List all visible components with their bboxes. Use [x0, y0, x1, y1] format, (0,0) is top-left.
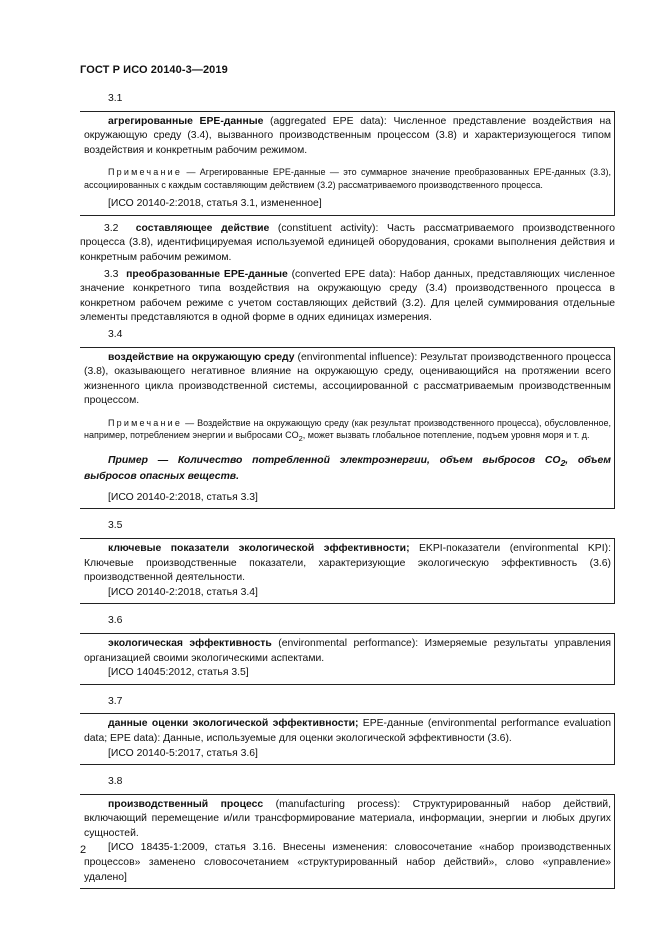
definition-text	[84, 542, 611, 586]
source-reference: [ИСО 14045:2012, статья 3.5]	[108, 667, 249, 679]
source-reference: [ИСО 20140-5:2017, статья 3.6]	[108, 747, 258, 759]
term: данные оценки экологической эффективности;	[108, 718, 359, 730]
definition-box-3-1	[80, 111, 615, 216]
definition-text	[84, 351, 611, 409]
note-text: — Агрегированные ЕРЕ-данные — это суммарное значение преобразованных ЕРЕ-данных (3.3), ассоциированных с каждым составляющим действием (3.2) рассматриваемого производственного процесса.	[84, 167, 611, 190]
note-label: Примечание	[108, 417, 183, 428]
section-number-3-7: 3.7	[108, 695, 123, 707]
section-number-3-4: 3.4	[108, 328, 123, 340]
definition-box-3-8	[80, 794, 615, 890]
definition-box-3-4	[80, 347, 615, 510]
definition: (manufacturing process): Структурированный набор действий, включающий перемещение и/или трансформирование материала, информации, энергии и любых других сущностей.	[84, 798, 611, 839]
definition-text	[84, 637, 611, 666]
term: воздействие на окружающую среду	[108, 351, 295, 363]
term: экологическая эффективность	[108, 637, 272, 649]
definition-3-2	[80, 222, 615, 266]
section-number-3-2: 3.2	[104, 222, 119, 234]
document-body	[80, 92, 615, 895]
definition-3-3	[80, 268, 615, 326]
definition: EKPI-показатели (environmental KPI): Ключевые производственные показатели, характеризующие экологическую эффективность (3.6) производственной деятельности.	[84, 542, 611, 584]
example-text: Пример — Количество потребленной электроэнергии, объем выбросов CO	[108, 454, 561, 466]
example	[84, 454, 611, 485]
definition-text	[84, 115, 611, 159]
definition: (constituent activity): Часть рассматриваемого производственного процесса (3.8), идентифицируемая используемой единицей оборудования, сроками выполнения действия и конкретным рабочим режимом.	[80, 222, 616, 263]
source-reference: [ИСО 20140-2:2018, статья 3.3]	[108, 491, 258, 503]
subscript: 2	[298, 434, 303, 444]
section-number-3-8: 3.8	[108, 776, 123, 788]
source-reference: [ИСО 20140-2:2018, статья 3.1, измененное]	[108, 198, 322, 210]
note-text-cont: , может вызвать глобальное потепление, подъем уровня моря и т. д.	[302, 430, 590, 441]
term: ключевые показатели экологической эффективности;	[108, 542, 410, 554]
term: составляющее действие	[135, 222, 270, 234]
section-number-3-1: 3.1	[108, 93, 123, 104]
source-reference: [ИСО 18435-1:2009, статья 3.16. Внесены изменения: словосочетание «набор производственных процессов» заменено словосочетанием «структурированный набор действий», слово «управление» удалено]	[84, 842, 611, 883]
document-header: ГОСТ Р ИСО 20140-3—2019	[80, 64, 228, 76]
example-text-cont: , объем выбросов опасных веществ.	[84, 454, 611, 483]
subscript: 2	[560, 457, 566, 468]
definition-text	[84, 717, 611, 746]
definition: (environmental performance): Измеряемые результаты управления организацией своими экологическими аспектами.	[84, 637, 611, 664]
note-label: Примечание	[108, 167, 183, 178]
note-text: — Воздействие на окружающую среду (как результат производственного процесса), обусловленное, например, потреблением энергии и выбросами CO	[84, 417, 611, 441]
definition-box-3-6	[80, 633, 615, 685]
term: агрегированные ЕРЕ-данные	[108, 115, 264, 127]
page-number: 2	[80, 844, 87, 856]
definition: (aggregated EPE data): Численное представление воздействия на окружающую среду (3.4), вызванного производственным процессом (3.8) и характеризующегося типом воздействия и конкретным рабочим режимом.	[84, 115, 611, 156]
definition: ЕРЕ-данные (environmental performance evaluation data; EPE data): Данные, используемые для оценки экологической эффективности (3.6).	[84, 718, 611, 744]
source-reference: [ИСО 20140-2:2018, статья 3.4]	[108, 586, 258, 598]
section-number-3-3: 3.3	[104, 268, 119, 280]
term: производственный процесс	[108, 798, 264, 810]
definition-text	[84, 798, 611, 842]
definition-box-3-7	[80, 713, 615, 765]
section-number-3-6: 3.6	[108, 615, 123, 627]
section-number-3-5: 3.5	[108, 520, 123, 532]
definition: (converted EPE data): Набор данных, представляющих численное значение конкретного типа воздействия на окружающую среду (3.4) производственного процесса в конкретном рабочем режиме с учетом составляющих действий (3.2). Для целей суммирования отдельные элементы представляются в одной форме в одних единицах измерения.	[80, 268, 616, 324]
term: преобразованные ЕРЕ-данные	[126, 268, 288, 280]
note	[84, 417, 611, 446]
definition: (environmental influence): Результат производственного процесса (3.8), оказывающего негативное влияние на окружающую среду, оценивающийся на протяжении всего жизненного цикла производственной системы, ассоциированной с рассматриваемым производственным процессом.	[84, 351, 611, 407]
note	[84, 166, 611, 191]
definition-box-3-5	[80, 538, 615, 604]
